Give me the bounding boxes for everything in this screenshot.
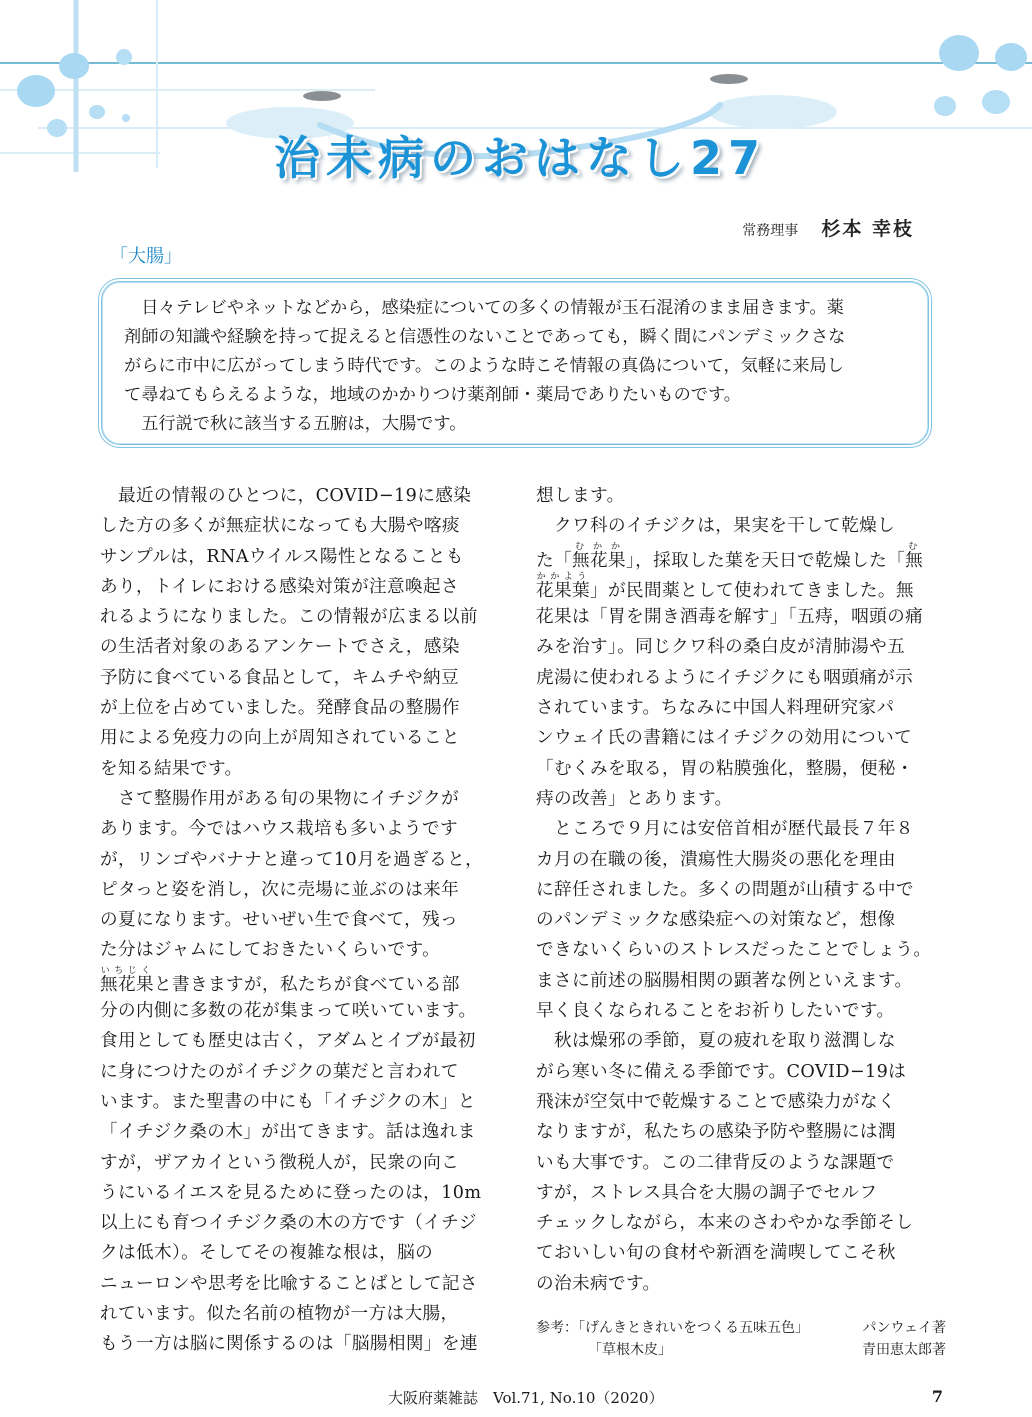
section-label: 「大腸」 [110,246,182,267]
body-line: クワ科のイチジクは，果実を干して乾燥し [536,516,896,537]
intro-line: 五行説で秋に該当する五腑は，大腸です。 [124,414,467,434]
page-footer [388,1387,943,1408]
body-line: を知る結果です。 [100,758,243,779]
body-line: カ月の在職の後，潰瘍性大腸炎の悪化を理由 [536,849,896,870]
body-line: が，リンゴやバナナと違って10月を過ぎると， [100,849,484,870]
body-line: すが，ザアカイという徴税人が，民衆の向こ [100,1152,460,1173]
body-line: されています。ちなみに中国人料理研究家パ [536,698,895,719]
body-line: ところで９月には安倍首相が歴代最長７年８ [536,819,914,840]
body-line-with-ruby: 無花果いちじくと書きますが，私たちが食べている部 [100,965,460,995]
body-line: います。また聖書の中にも「イチジクの木」と [100,1091,476,1112]
ruby-word: 無花果いちじく [100,965,154,995]
bubble-decoration [59,53,89,79]
page-number: 7 [931,1387,943,1406]
body-line: さて整腸作用がある旬の果物にイチジクが [100,788,460,809]
ruby-word: 無花果むかか [572,541,626,571]
body-line: まさに前述の脳腸相関の顕著な例といえます。 [536,970,913,991]
body-line: 痔の改善」とあります。 [536,788,733,809]
body-column-right [536,481,951,1299]
body-line: すが，ストレス具合を大腸の調子でセルフ [536,1182,878,1203]
references-label: 参考： [536,1320,578,1336]
body-line: 早く良くなられることをお祈りしたいです。 [536,1001,895,1022]
journal-info: 大阪府薬雑誌 Vol.71, No.10（2020） [388,1389,664,1407]
author-role: 常務理事 [742,223,799,239]
body-line: 用による免疫力の向上が周知されていること [100,728,460,749]
body-line: チェックしながら，本来のさわやかな季節そし [536,1213,914,1234]
intro-line: 日々テレビやネットなどから，感染症についての多くの情報が玉石混淆のまま届きます。薬 [124,298,844,318]
article-title: 治未病のおはなし27 [273,131,766,185]
reference-title: 「げんきときれいをつくる五味五色」 [578,1320,809,1336]
body-line: した方の多くが無症状になっても大腸や喀痰 [100,516,460,537]
body-line: 秋は燥邪の季節，夏の疲れを取り滋潤しな [536,1031,896,1052]
body-line: 飛沫が空気中で乾燥することで感染力がなく [536,1091,896,1112]
ruby-word: 無む [905,541,924,571]
body-line: 花果は「胃を開き酒毒を解す」「五痔，咽頭の痛 [536,607,924,628]
intro-box [98,278,932,448]
body-line: もう一方は脳に関係するのは「脳腸相関」を連 [100,1334,478,1355]
body-line: 分の内側に多数の花が集まって咲いています。 [100,1001,477,1022]
body-line: 最近の情報のひとつに，COVID−19に感染 [100,486,472,506]
body-line: サンプルは，RNAウイルス陽性となることも [100,546,464,567]
reference-author: 青田恵太郎著 [862,1342,946,1358]
reference-item [536,1317,946,1339]
body-line: なりますが，私たちの感染予防や整腸には潤 [536,1122,896,1143]
body-line: 「イチジク桑の木」が出てきます。話は逸れま [100,1122,476,1143]
body-column-left [100,481,515,1360]
body-line: の生活者対象のあるアンケートでさえ，感染 [100,637,460,658]
body-line: 以上にも育つイチジク桑の木の方です（イチジ [100,1213,477,1234]
body-line: 「むくみを取る，胃の粘膜強化，整腸，便秘・ [536,758,914,779]
body-line: できないくらいのストレスだったことでしょう。 [536,940,932,961]
body-line: ピタっと姿を消し，次に売場に並ぶのは来年 [100,879,460,900]
body-line: ておいしい旬の食材や新酒を満喫してこそ秋 [536,1243,896,1264]
body-line: クは低木）。そしてその複雑な根は，脳の [100,1243,434,1264]
author-name: 杉本 幸枝 [821,218,914,240]
ruby-word: 花果葉かかよう [536,571,590,601]
intro-line: 剤師の知識や経験を持って捉えると信憑性のないことであっても，瞬く間にパンデミックさな [124,327,846,347]
grey-stone-decoration [303,91,341,101]
reference-title: 「草根木皮」 [588,1342,672,1358]
intro-line: て尋ねてもらえるような，地域のかかりつけ薬剤師・薬局でありたいものです。 [124,385,741,405]
body-line: うにいるイエスを見るために登ったのは，10m [100,1182,482,1203]
body-line: ンウェイ氏の書籍にはイチジクの効用について [536,728,913,749]
body-line: のパンデミックな感染症への対策など，想像 [536,910,896,931]
body-line: 予防に食べている食品として，キムチや納豆 [100,667,459,688]
body-line: が上位を占めていました。発酵食品の整腸作 [100,698,460,719]
body-line: がら寒い冬に備える季節です。COVID−19は [536,1061,907,1082]
body-line: の治未病です。 [536,1273,661,1294]
body-line: れるようになりました。この情報が広まる以前 [100,607,478,628]
body-line: 食用としても歴史は古く，アダムとイブが最初 [100,1031,476,1052]
reference-item [536,1339,946,1361]
body-line: あります。今ではハウス栽培も多いようです [100,819,458,840]
references [536,1317,946,1361]
body-line-with-ruby: 花果葉かかよう」が民間薬として使われてきました。無 [536,571,914,601]
reference-author: パンウェイ著 [862,1320,946,1336]
body-line: みを治す」。同じクワ科の桑白皮が清肺湯や五 [536,637,906,658]
body-line: 想します。 [536,486,625,506]
author-block [742,214,914,241]
body-line: あり，トイレにおける感染対策が注意喚起さ [100,576,459,597]
body-line-with-ruby: た「無花果むかか」，採取した葉を天日で乾燥した「無む [536,541,924,571]
body-line: 虎湯に使われるようにイチジクにも咽頭痛が示 [536,667,914,688]
body-line: た分はジャムにしておきたいくらいです。 [100,940,441,961]
body-line: に辞任されました。多くの問題が山積する中で [536,879,914,900]
intro-line: がらに市中に広がってしまう時代です。このような時こそ情報の真偽について，気軽に来局し [124,356,844,376]
body-line: れています。似た名前の植物が一方は大腸， [100,1304,459,1325]
body-line: に身につけたのがイチジクの葉だと言われて [100,1061,459,1082]
body-line: の夏になります。せいぜい生で食べて，残っ [100,910,459,931]
body-line: ニューロンや思考を比喩することばとして記さ [100,1273,478,1294]
body-line: いも大事です。この二律背反のような課題で [536,1152,895,1173]
